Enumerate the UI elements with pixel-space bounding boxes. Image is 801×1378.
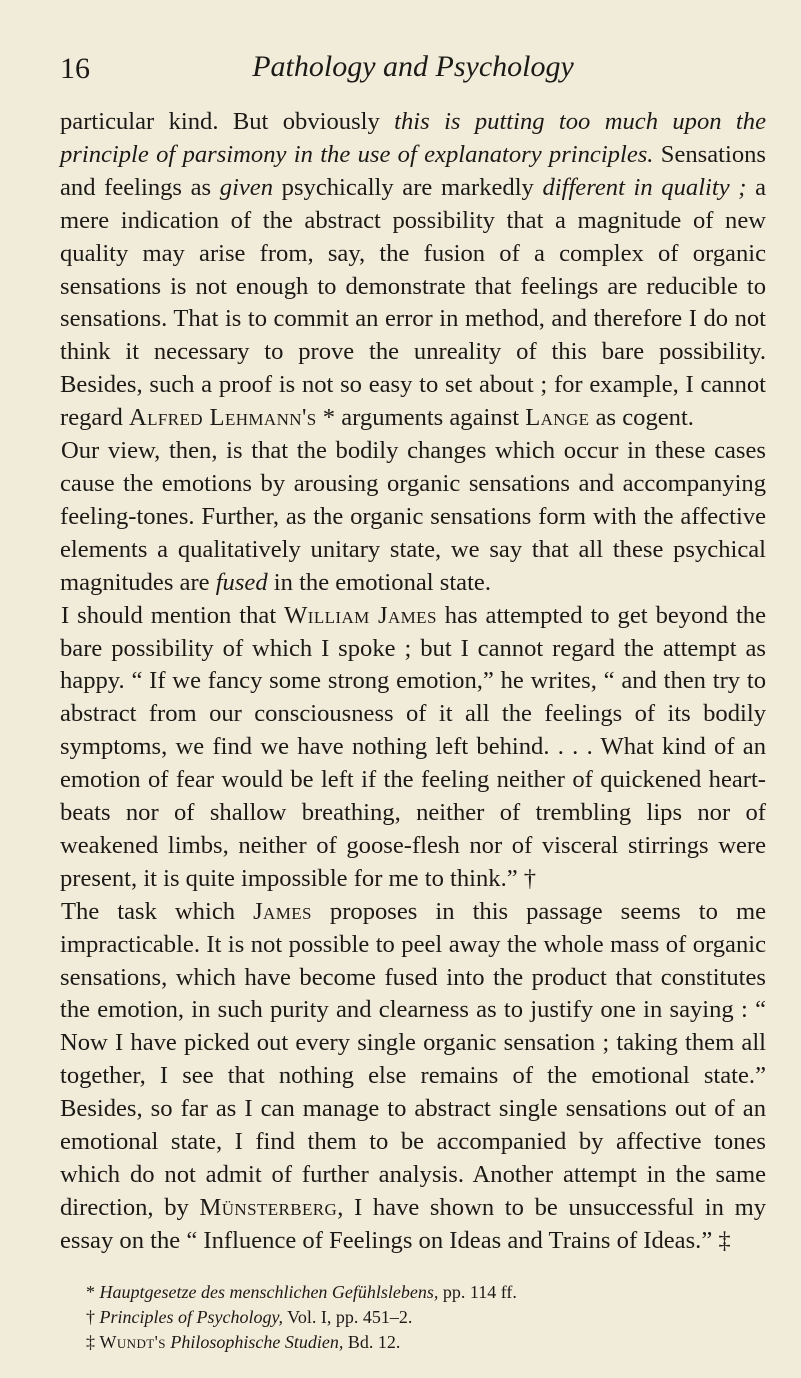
small-caps-name: Alfred Lehmann's	[128, 404, 317, 432]
text-run: The task which	[61, 897, 254, 925]
text-run: ‡	[86, 1331, 100, 1352]
body-text	[60, 106, 766, 1258]
small-caps-name: Lange	[525, 404, 590, 432]
running-title: Pathology and Psychology	[252, 50, 574, 83]
text-run: , I have shown to be unsuccessful in my essay on the “ Influence of Feelings on Ideas and Trains of Ideas.” ‡	[60, 1193, 766, 1254]
paragraph	[60, 435, 766, 600]
text-run: a mere indication of the abstract possibility that a magnitude of new quality may arise from, say, the fusion of a complex of organic sensations is not enough to demonstrate that feelings are reducible to sensations. That is to commit an error in method, and therefore I do not think it necessary to prove the unreality of this bare possibility. Besides, such a proof is not so easy to set about ; for example, I cannot regard	[60, 173, 766, 432]
italic-text: fused	[215, 568, 268, 596]
text-run: Bd. 12.	[343, 1331, 401, 1352]
small-caps-name: Wundt's	[99, 1331, 166, 1352]
italic-text: Hauptgesetze des menschlichen Gefühlslebens,	[99, 1281, 439, 1302]
text-run: I should mention that	[61, 601, 285, 629]
small-caps-name: Münsterberg	[199, 1193, 338, 1221]
text-run: has attempted to get beyond the bare possibility of which I spoke ; but I cannot regard the attempt as happy. “ If we fancy some strong emotion,” he writes, “ and then try to abstract from our consciousness of it all the feelings of its bodily symptoms, we find we have nothing left behind. . . . What kind of an emotion of fear would be left if the feeling neither of quickened heart-beats nor of shallow breathing, neither of trembling lips nor of weakened limbs, neither of goose-flesh nor of visceral stirrings were present, it is quite impossible for me to think.” †	[60, 601, 766, 892]
italic-text: given	[219, 173, 274, 201]
text-run: proposes in this passage seems to me impracticable. It is not possible to peel away the whole mass of organic sensations, which have become fused into the product that constitutes the emotion, in such purity and clearness as to justify one in saying : “ Now I have picked out every single organic sensation ; taking them all together, I see that nothing else remains of the emotional state.” Besides, so far as I can manage to abstract single sensations out of an emotional state, I find them to be accompanied by affective tones which do not admit of further analysis. Another attempt in the same direction, by	[60, 897, 767, 1221]
italic-text: Principles of Psychology,	[99, 1306, 283, 1327]
footnote	[86, 1330, 766, 1355]
text-run: Vol. I, pp. 451–2.	[282, 1306, 413, 1327]
text-run: *	[86, 1281, 100, 1302]
small-caps-name: James	[253, 897, 312, 925]
text-run: psychically are markedly	[273, 173, 543, 201]
text-run: particular kind. But obviously	[60, 108, 395, 135]
text-run: †	[86, 1306, 100, 1327]
small-caps-name: William James	[284, 601, 437, 629]
italic-text: Philosophische Studien,	[170, 1331, 344, 1352]
italic-text: different in quality ;	[542, 173, 747, 201]
italic-text: this is putting too much upon the principle of parsimony in the use of explanatory principles.	[60, 108, 766, 168]
text-run: Sensations and feelings as	[60, 140, 766, 201]
footnote	[86, 1305, 766, 1330]
paragraph	[60, 600, 766, 896]
text-run: as cogent.	[589, 404, 694, 432]
paragraph	[60, 896, 766, 1258]
text-run: pp. 114 ff.	[438, 1281, 517, 1302]
page-header	[60, 0, 766, 106]
text-run: in the emotional state.	[267, 568, 491, 596]
text-run: * arguments against	[316, 404, 526, 432]
paragraph	[60, 106, 766, 435]
footnotes	[60, 1280, 766, 1355]
footnote	[86, 1280, 766, 1305]
page-number: 16	[60, 52, 90, 85]
text-run: Our view, then, is that the bodily changes which occur in these cases cause the emotions by arousing organic sensations and accompanying feeling-tones. Further, as the organic sensations form with the affective elements a qualitatively unitary state, we say that all these psychical magnitudes are	[60, 437, 766, 596]
